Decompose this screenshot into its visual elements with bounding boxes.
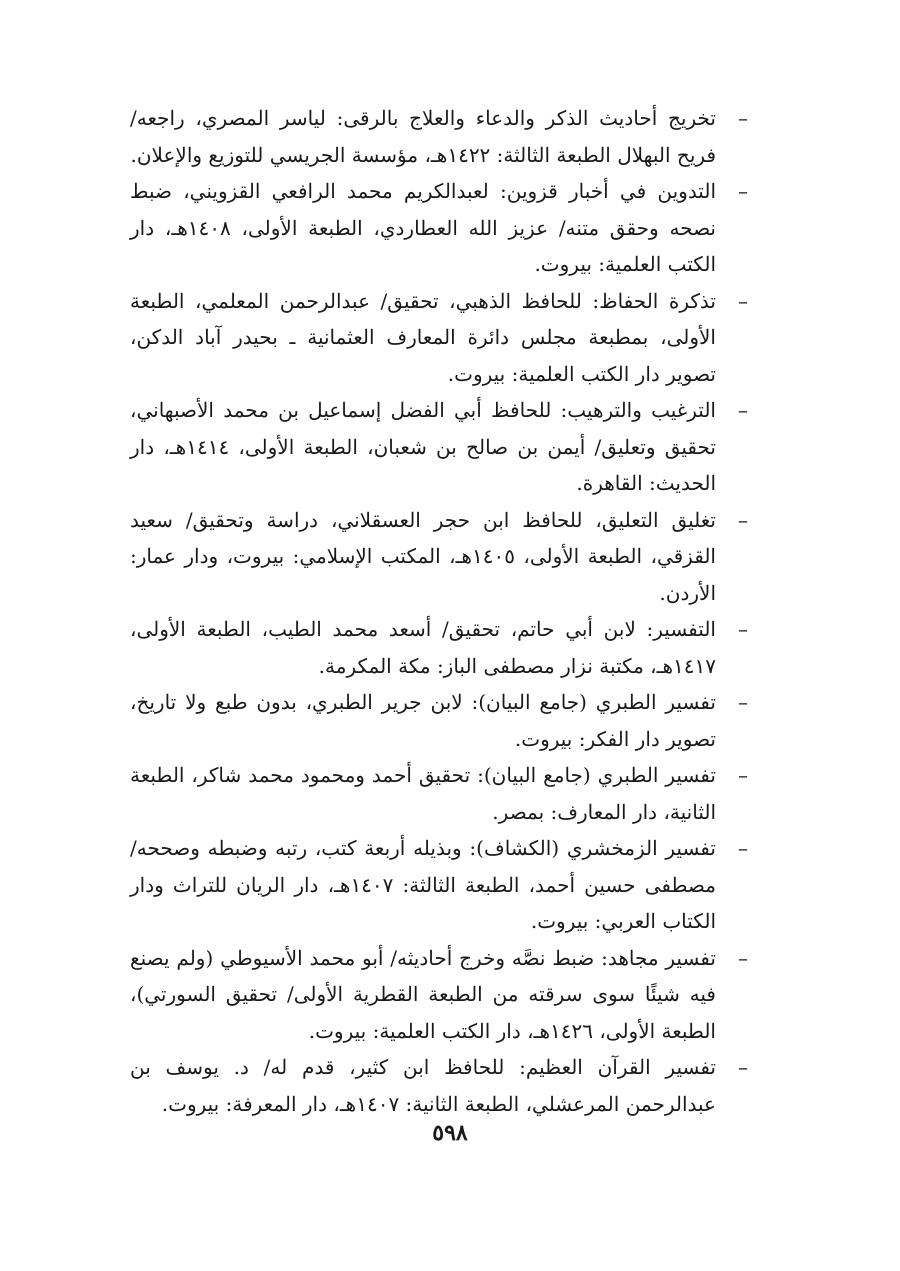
reference-item: [130, 392, 750, 502]
reference-item: [130, 1049, 750, 1122]
reference-item: [130, 173, 750, 283]
reference-text: تفسير الطبري (جامع البيان): تحقيق أحمد ومحمود محمد شاكر، الطبعة الثانية، دار المعارف: بمصر.: [130, 763, 716, 824]
list-dash: –: [738, 690, 748, 714]
reference-item: [130, 502, 750, 612]
page-number: ٥٩٨: [432, 1120, 468, 1146]
references-list: [130, 100, 750, 1122]
list-dash: –: [738, 288, 748, 313]
reference-item: [130, 611, 750, 684]
reference-text: تفسير الزمخشري (الكشاف): وبذيله أربعة كتب، رتبه وضبطه وصححه/ مصطفى حسين أحمد، الطبعة الثالثة: ١٤٠٧هـ، دار الريان للتراث ودار الكتاب العربي: بيروت.: [130, 836, 716, 933]
list-dash: –: [738, 179, 748, 203]
list-dash: –: [738, 836, 748, 860]
reference-text: التدوين في أخبار قزوين: لعبدالكريم محمد الرافعي القزويني، ضبط نصحه وحقق متنه/ عزيز الله العطاردي، الطبعة الأولى، ١٤٠٨هـ، دار الكتب العلمية: بيروت.: [130, 179, 716, 276]
reference-text: تفسير الطبري (جامع البيان): لابن جرير الطبري، بدون طبع ولا تاريخ، تصوير دار الفكر: بيروت.: [130, 690, 716, 751]
reference-item: [130, 100, 750, 173]
list-dash: –: [738, 1055, 748, 1079]
reference-text: تذكرة الحفاظ: للحافظ الذهبي، تحقيق/ عبدالرحمن المعلمي، الطبعة الأولى، بمطبعة مجلس دائرة المعارف العثمانية ـ بحيدر آباد الدكن، تصوير دار الكتب العلمية: بيروت.: [130, 288, 716, 386]
reference-text: تفسير القرآن العظيم: للحافظ ابن كثير، قدم له/ د. يوسف بن عبدالرحمن المرعشلي، الطبعة الثانية: ١٤٠٧هـ، دار المعرفة: بيروت.: [130, 1055, 716, 1116]
reference-text: تخريج أحاديث الذكر والدعاء والعلاج بالرقى: لياسر المصري، راجعه/ فريح البهلال الطبعة الثالثة: ١٤٢٢هـ، مؤسسة الجريسي للتوزيع والإعلان.: [130, 106, 716, 167]
reference-item: [130, 684, 750, 757]
reference-text: الترغيب والترهيب: للحافظ أبي الفضل إسماعيل بن محمد الأصبهاني، تحقيق وتعليق/ أيمن بن صالح بن شعبان، الطبعة الأولى، ١٤١٤هـ، دار الحديث: القاهرة.: [130, 398, 717, 495]
list-dash: –: [738, 507, 748, 532]
list-dash: –: [738, 763, 748, 787]
list-dash: –: [738, 617, 748, 641]
list-dash: –: [738, 398, 748, 422]
reference-item: [130, 830, 750, 940]
reference-item: [130, 757, 750, 830]
reference-item: [130, 283, 750, 393]
reference-item: [130, 940, 750, 1050]
reference-text: التفسير: لابن أبي حاتم، تحقيق/ أسعد محمد الطيب، الطبعة الأولى، ١٤١٧هـ، مكتبة نزار مصطفى الباز: مكة المكرمة.: [130, 617, 716, 678]
reference-text: تفسير مجاهد: ضبط نصَّه وخرج أحاديثه/ أبو محمد الأسيوطي (ولم يصنع فيه شيئًا سوى سرقته من الطبعة القطرية الأولى/ تحقيق السورتي)، الطبعة الأولى، ١٤٢٦هـ، دار الكتب العلمية: بيروت.: [130, 945, 716, 1043]
reference-text: تغليق التعليق، للحافظ ابن حجر العسقلاني، دراسة وتحقيق/ سعيد القزقي، الطبعة الأولى، ١٤٠٥هـ، المكتب الإسلامي: بيروت، ودار عمار: الأردن.: [130, 507, 716, 605]
list-dash: –: [738, 106, 748, 130]
list-dash: –: [738, 945, 748, 970]
